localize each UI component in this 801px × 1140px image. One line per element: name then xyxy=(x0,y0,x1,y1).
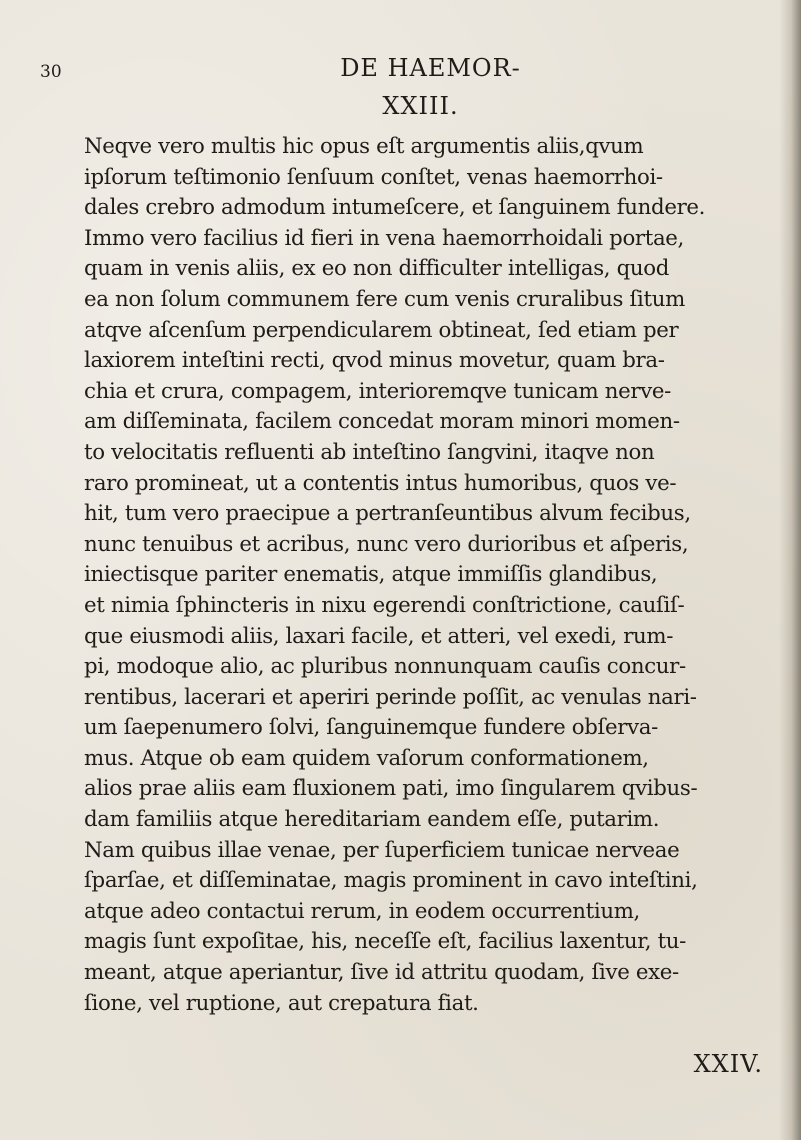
text-line: am diſſeminata, facilem concedat moram minori momen- xyxy=(84,409,680,435)
text-line: dam familiis atque hereditariam eandem eſſe, putarim. xyxy=(84,807,660,833)
text-line: laxiorem inteſtini recti, qvod minus movetur, quam bra- xyxy=(84,348,665,374)
text-line: rentibus, lacerari et aperiri perinde poſſit, ac venulas nari- xyxy=(84,684,697,710)
text-line: ipſorum teſtimonio ſenſuum conſtet, venas haemorrhoi- xyxy=(84,164,663,190)
text-line: meant, atque aperiantur, ſive id attritu quodam, ſive exe- xyxy=(84,960,679,986)
text-line: que eiusmodi aliis, laxari facile, et atteri, vel exedi, rum- xyxy=(84,623,674,649)
page-number: 30 xyxy=(40,62,62,82)
text-line: to velocitatis refluenti ab inteſtino ſangvini, itaqve non xyxy=(84,439,655,465)
text-line: ſparſae, et diſſeminatae, magis prominent in cavo inteſtini, xyxy=(84,868,698,894)
text-line: pi, modoque alio, ac pluribus nonnunquam cauſis concur- xyxy=(84,654,686,680)
text-line: hit, tum vero praecipue a pertranſeuntibus alvum fecibus, xyxy=(84,501,691,527)
catchword: XXIV. xyxy=(693,1050,763,1078)
text-line: alios prae aliis eam fluxionem pati, imo ſingularem qvibus- xyxy=(84,776,698,802)
text-line: quam in venis aliis, ex eo non difficulter intelligas, quod xyxy=(84,256,670,282)
text-line: Immo vero facilius id fieri in vena haemorrhoidali portae, xyxy=(84,225,684,251)
text-line: magis ſunt expoſitae, his, neceſſe eſt, facilius laxentur, tu- xyxy=(84,929,687,955)
text-line: atque adeo contactui rerum, in eodem occurrentium, xyxy=(84,898,640,924)
text-line: ea non ſolum communem fere cum venis cruralibus ſitum xyxy=(84,286,685,312)
text-line: um ſaepenumero ſolvi, ſanguinemque fundere obſerva- xyxy=(84,715,658,741)
text-line: chia et crura, compagem, interioremqve tunicam nerve- xyxy=(84,378,672,404)
text-line: Neqve vero multis hic opus eſt argumentis aliis,qvum xyxy=(84,134,644,159)
text-line: Nam quibus illae venae, per ſuperficiem tunicae nerveae xyxy=(84,837,680,863)
text-line: atqve aſcenſum perpendicularem obtineat, ſed etiam per xyxy=(84,317,679,343)
section-heading: XXIII. xyxy=(382,92,459,120)
text-line: nunc tenuibus et acribus, nunc vero durioribus et aſperis, xyxy=(84,531,689,557)
text-line: et nimia ſphincteris in nixu egerendi conſtrictione, cauſiſ- xyxy=(84,592,685,618)
text-line: dales crebro admodum intumeſcere, et ſanguinem fundere. xyxy=(84,195,706,221)
text-line: ſione, vel ruptione, aut crepatura fiat. xyxy=(84,990,479,1016)
text-line: mus. Atque ob eam quidem vaſorum conformationem, xyxy=(84,745,649,771)
text-line: iniectisque pariter enematis, atque immiſſis glandibus, xyxy=(84,562,658,588)
text-line: raro promineat, ut a contentis intus humoribus, quos ve- xyxy=(84,470,677,496)
running-head: DE HAEMOR- xyxy=(340,54,521,82)
paragraph xyxy=(84,132,790,1019)
